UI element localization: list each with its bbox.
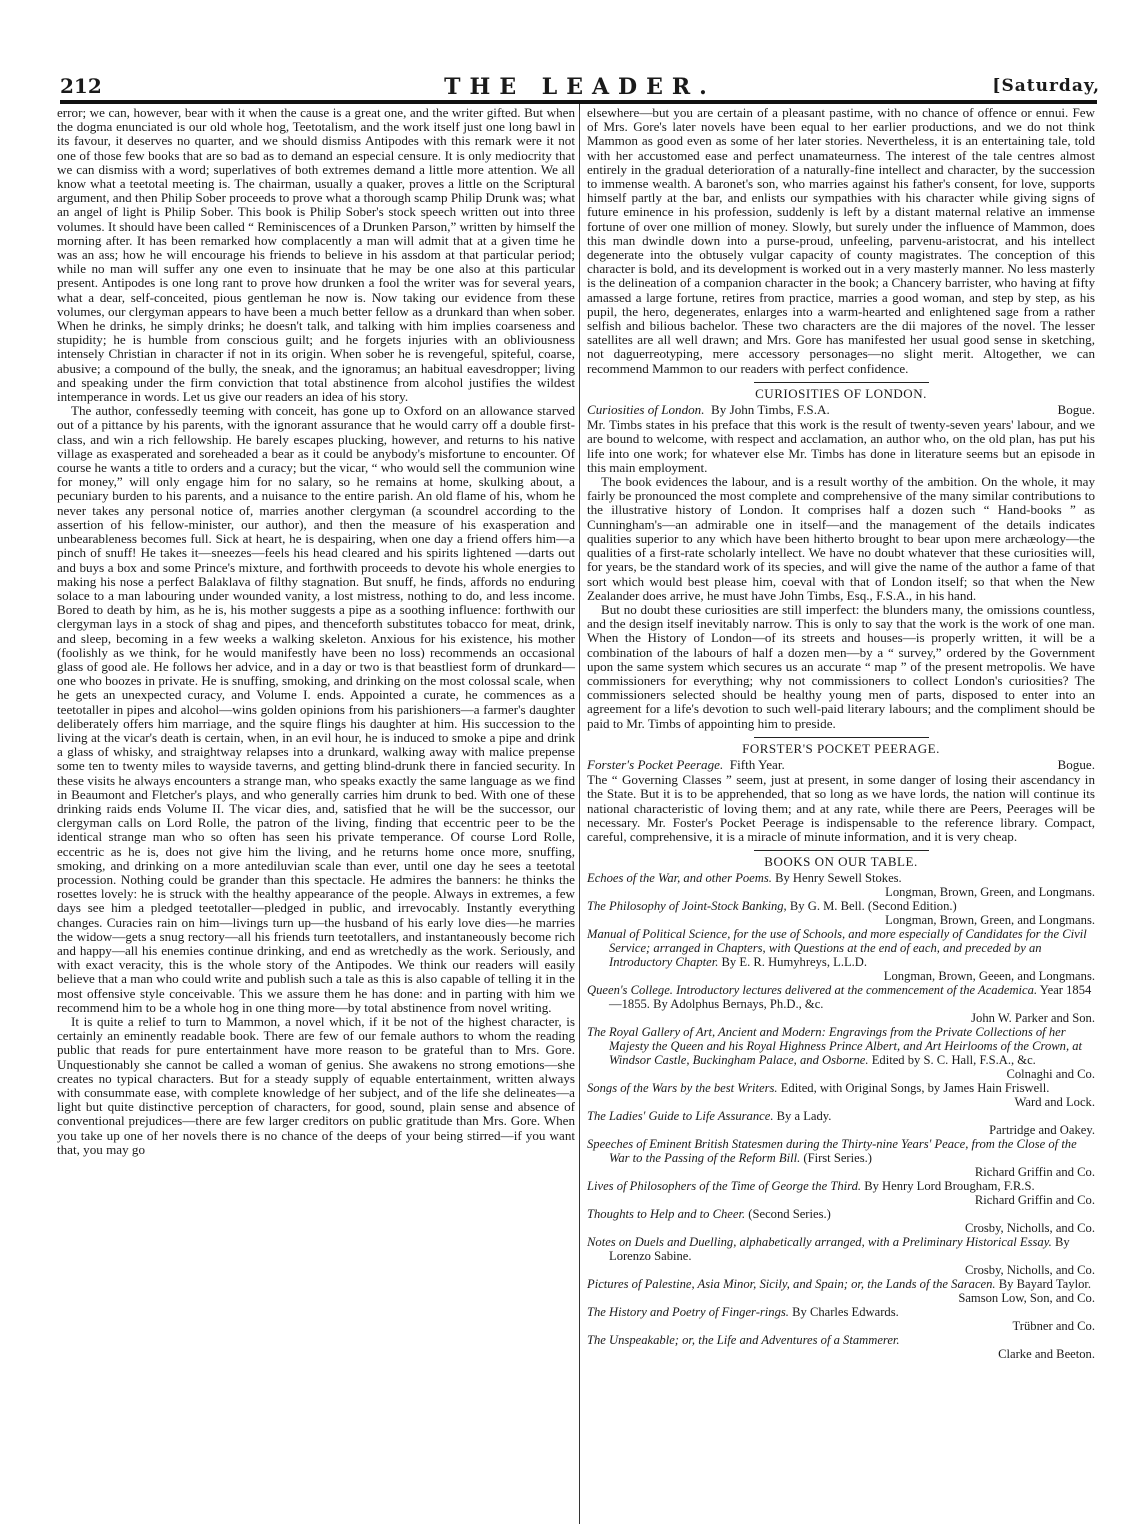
book-entry bbox=[587, 1109, 1095, 1137]
book-entry bbox=[587, 927, 1095, 983]
book-entry bbox=[587, 1305, 1095, 1333]
book-detail: By Henry Sewell Stokes. bbox=[775, 871, 902, 886]
books-list bbox=[587, 871, 1095, 1361]
book-detail: By Bayard Taylor. bbox=[998, 1277, 1092, 1292]
book-publisher: John W. Parker and Son. bbox=[971, 1011, 1095, 1026]
book-detail: By G. M. Bell. (Second Edition.) bbox=[789, 899, 957, 914]
book-title: Songs of the Wars by the best Writers. bbox=[587, 1081, 778, 1096]
book-detail: Edited by S. C. Hall, F.S.A., &c. bbox=[871, 1053, 1036, 1068]
book-detail: By E. R. Humyhreys, L.L.D. bbox=[721, 955, 868, 970]
book-publisher: Partridge and Oakey. bbox=[989, 1123, 1095, 1138]
citation-author: Fifth Year. bbox=[729, 756, 785, 772]
section-divider bbox=[754, 382, 929, 383]
citation-publisher: Bogue. bbox=[1057, 756, 1095, 772]
section-divider bbox=[754, 850, 929, 851]
book-publisher: Samson Low, Son, and Co. bbox=[958, 1291, 1095, 1306]
book-publisher: Richard Griffin and Co. bbox=[974, 1193, 1095, 1208]
book-entry bbox=[587, 1333, 1095, 1361]
book-entry bbox=[587, 1179, 1095, 1207]
masthead-title: THE LEADER. bbox=[444, 74, 716, 100]
book-publisher: Longman, Brown, Geeen, and Longmans. bbox=[883, 969, 1095, 984]
review-paragraph: The book evidences the labour, and is a result worthy of the ambition. On the whole, it may fairly be pronounced the most complete and comprehensive of the many similar contributions to the illustrative history of London. It comprises half a dozen such “ Hand-books ” as Cunningham's—an admirable one in itself—and the management of the details indicates qualities superior to any which have been hitherto brought to bear upon mere archæology—the qualities of a first-rate scholarly intellect. We have no doubt whatever that these curiosities will, for years, be the standard work of its species, and will give the name of the author a fame of that sort which would best please him, coeval with that of London itself; so that when the New Zealander does arrive, he must have John Timbs, Esq., F.S.A., in his hand. bbox=[587, 474, 1095, 603]
right-column bbox=[587, 106, 1095, 1361]
citation-title: Forster's Pocket Peerage. bbox=[587, 756, 724, 772]
book-detail: (First Series.) bbox=[803, 1151, 872, 1166]
left-column bbox=[57, 106, 575, 1157]
book-entry bbox=[587, 899, 1095, 927]
review-paragraph: The “ Governing Classes ” seem, just at present, in some danger of losing their ascendancy in the State. But it is to be apprehended, that so long as we have lords, the nation will continue its national characteristic of loving them; and at any rate, while there are Peers, Peerages will be necessary. Mr. Foster's Pocket Peerage is indispensable to the reference library. Compact, careful, comprehensive, it is a miracle of minute information, and it is very cheap. bbox=[587, 772, 1095, 844]
book-publisher: Clarke and Beeton. bbox=[998, 1347, 1095, 1362]
book-entry bbox=[587, 871, 1095, 899]
review-paragraph: But no doubt these curiosities are still imperfect: the blunders many, the omissions countless, and the design itself inevitably narrow. This is only to say that the work is the work of one man. When the History of London—of its streets and houses—is properly written, it will be a combination of the labours of half a dozen men—by a “ survey,” ordered by the Government upon the same system which secures us an accurate “ map ” of the present metropolis. We have commissioners for everything; why not commissioners to collect London's curiosities? The commissioners selected should be healthy young men of parts, disposed to enter into an agreement for a life's devotion to such well-paid literary labours; and the compliment should be paid to Mr. Timbs of appointing him to preside. bbox=[587, 601, 1095, 731]
citation-publisher: Bogue. bbox=[1057, 402, 1095, 418]
book-title: The Philosophy of Joint-Stock Banking, bbox=[587, 899, 787, 914]
book-entry bbox=[587, 1207, 1095, 1235]
book-publisher: Richard Griffin and Co. bbox=[974, 1165, 1095, 1180]
book-entry bbox=[587, 1025, 1095, 1081]
book-detail: (Second Series.) bbox=[748, 1207, 831, 1222]
page-header bbox=[60, 74, 1100, 98]
article-paragraph: It is quite a relief to turn to Mammon, a novel which, if it be not of the highest character, is certainly an eminently readable book. There are few of our female authors to whom the reading public that reads for pure entertainment have more reason to be grateful than to Mrs. Gore. Unquestionably she cannot be called a woman of genius. She awakens no strong emotions—she creates no typical characters. But for a steady supply of equable entertainment, written always with consummate ease, with complete knowledge of her subject, and of the life she delineates—a light but quite distinctive perception of characters, for good, sound, plain sense and absence of conventional prejudices—there are few larger creditors on public gratitude than Mrs. Gore. When you take up one of her novels there is no chance of the deeps of your being stirred—if you want that, you may go bbox=[57, 1014, 575, 1157]
book-entry bbox=[587, 1081, 1095, 1109]
book-detail: Year 1854—1855. By Adolphus Bernays, Ph.D., &c. bbox=[609, 983, 1092, 1012]
article-paragraph: error; we can, however, bear with it when the cause is a great one, and the writer gifted. But when the dogma enunciated is our old whole hog, Teetotalism, and the work itself just one long bawl in its favour, it deserves no quarter, and we should dismiss Antipodes with this remark were it not one of those few books that are so bad as to demand an especial censure. It is only mediocrity that we can dismiss with a word; superlatives of both extremes demand a little more attention. We all know what a teetotal meeting is. The chairman, usually a quaker, proves a little on the Scriptural argument, and then Philip Sober proceeds to prove what a thorough scamp Philip Drunk was; what an angel of light is Philip Sober. This book is Philip Sober's stock speech written out into three volumes. It should have been called “ Reminiscences of a Drunken Parson,” written by himself the morning after. It has been remarked how complacently a man will admit that at a given time he was an ass; how he will encourage his friends to believe in his assdom at that particular period; while no man will suffer any one even to insinuate that he may be one also at this particular present. Antipodes is one long rant to prove how drunken a fool the writer was for several years, what a dear, self-conceited, pious gentleman he now is. Now taking our evidence from these volumes, our clergyman appears to have been a much better fellow as a drunkard than when sober. When he drinks, he simply drinks; he doesn't talk, and talking with him implies coarseness and stupidity; he is humble from conscious guilt; and he forgets injuries with an obliviousness intensely Christian in character if not in its origin. When sober he is revengeful, spiteful, coarse, abusive; a compound of the bully, the sneak, and the ignoramus; an habitual eavesdropper; living and speaking under the firm conviction that total abstinence from alcohol justifies the wildest intemperance in words. Let us give our readers an idea of his story. bbox=[57, 105, 575, 405]
book-title: Echoes of the War, and other Poems. bbox=[587, 871, 772, 886]
book-title: Pictures of Palestine, Asia Minor, Sicily, and Spain; or, the Lands of the Saracen. bbox=[587, 1277, 996, 1292]
book-title: The History and Poetry of Finger-rings. bbox=[587, 1305, 789, 1320]
book-publisher: Ward and Lock. bbox=[1014, 1095, 1095, 1110]
book-detail: By Henry Lord Brougham, F.R.S. bbox=[864, 1179, 1035, 1194]
book-publisher: Longman, Brown, Green, and Longmans. bbox=[885, 913, 1095, 928]
page-number: 212 bbox=[60, 74, 102, 98]
book-detail: By Lorenzo Sabine. bbox=[609, 1235, 1070, 1264]
dateline: [Saturday, bbox=[992, 76, 1100, 96]
book-title: Notes on Duels and Duelling, alphabetically arranged, with a Preliminary Historical Essay. bbox=[587, 1235, 1052, 1250]
book-title: The Royal Gallery of Art, Ancient and Modern: Engravings from the Private Collections of her Majesty the Queen and his Royal Highness Prince Albert, and Art Heirlooms of the Crown, at Windsor Castle, Buckingham Palace, and Osborne. bbox=[587, 1025, 1083, 1068]
book-publisher: Trübner and Co. bbox=[1012, 1319, 1095, 1334]
book-detail: Edited, with Original Songs, by James Hain Friswell. bbox=[780, 1081, 1050, 1096]
citation-title: Curiosities of London. bbox=[587, 402, 705, 418]
section-title-curiosities: CURIOSITIES OF LONDON. bbox=[755, 385, 927, 401]
column-divider bbox=[579, 104, 580, 1524]
book-publisher: Crosby, Nicholls, and Co. bbox=[964, 1221, 1095, 1236]
book-entry bbox=[587, 1235, 1095, 1277]
review-paragraph: Mr. Timbs states in his preface that this work is the result of twenty-seven years' labour, and we are bound to welcome, with respect and acclamation, an author who, on the old plan, has put his life into one work; for whatever else Mr. Timbs has done in literature seems but an episode in this main employment. bbox=[587, 417, 1095, 475]
book-title: Manual of Political Science, for the use of Schools, and more especially of Candidates for the Civil Service; arranged in Chapters, with Questions at the end of each, and preceded by an Introductory Chapter. bbox=[587, 927, 1087, 970]
book-publisher: Colnaghi and Co. bbox=[1006, 1067, 1095, 1082]
book-detail: By a Lady. bbox=[776, 1109, 832, 1124]
book-title: The Ladies' Guide to Life Assurance. bbox=[587, 1109, 774, 1124]
section-title-books: BOOKS ON OUR TABLE. bbox=[764, 854, 918, 870]
book-title: Queen's College. Introductory lectures delivered at the commencement of the Academica. bbox=[587, 983, 1038, 998]
book-title: Thoughts to Help and to Cheer. bbox=[587, 1207, 746, 1222]
book-entry bbox=[587, 983, 1095, 1025]
book-detail: By Charles Edwards. bbox=[792, 1305, 899, 1320]
book-publisher: Longman, Brown, Green, and Longmans. bbox=[885, 885, 1095, 900]
book-publisher: Crosby, Nicholls, and Co. bbox=[964, 1263, 1095, 1278]
mammon-review-continued: elsewhere—but you are certain of a pleasant pastime, with no chance of offence or ennui. Few of Mrs. Gore's later novels have been equal to her earlier productions, and we do not think Mammon as good even as some of her later stories. Nevertheless, it is an entertaining tale, told with her accustomed ease and perfect unamateurness. The interest of the tale centres almost entirely in the gradual deterioration of a naturally-fine intellect and character, by the succession to immense wealth. A baronet's son, who marries against his father's consent, for love, supports himself partly at the bar, and enlists our sympathies with his character while giving signs of future eminence in his profession, suddenly is left by a distant maternal relative an immense fortune of over one million of money. Slowly, but surely under the influence of Mammon, does this man dwindle down into a purse-proud, unfeeling, parvenu-aristocrat, and his intellect degenerate into the obtusely vulgar capacity of county magistrates. The conception of this character is bold, and its development is worked out in a very masterly manner. No less masterly is the delineation of a companion character in the book; a Chancery barrister, who having at fifty amassed a large fortune, retires from practice, marries a good woman, and step by step, as his pupil, the hero, degenerates, enlarges into a warm-hearted and enlightened sage from a rather selfish and bilious bachelor. These two characters are the dii majores of the novel. The lesser satellites are all well drawn; and Mrs. Gore has manifested her usual good sense in sketching, not daguerreotyping, mere accessory personages—no slight merit. Altogether, we can recommend Mammon to our readers with perfect confidence. bbox=[587, 105, 1095, 376]
citation-author: By John Timbs, F.S.A. bbox=[711, 402, 830, 418]
book-entry bbox=[587, 1277, 1095, 1305]
book-citation bbox=[587, 758, 1095, 772]
section-divider bbox=[754, 737, 929, 738]
article-paragraph: The author, confessedly teeming with conceit, has gone up to Oxford on an allowance starved out of a pittance by his parents, with the ignorant assurance that he would carry off a double first-class, and win a rich fellowship. He barely escapes plucking, however, and returns to his native village as exasperated and soreheaded a bear as it could be anybody's misfortune to encounter. Of course he wants a title to orders and a curacy; but the vicar, “ who would sell the communion wine for money,” will only engage him for no salary, so he remains at home, skulking about, a pecuniary burden to his parents, and a nuisance to the entire parish. An old flame of his, whom he never takes any personal notice of, marries another clergyman (a scoundrel according to the assertion of his fellow-minister, our author), and then the measure of his exasperation and unbearableness becomes full. Sick at heart, he is despairing, when one day a friend offers him—a pinch of snuff! He takes it—sneezes—feels his head cleared and his spirits lightened —darts out and buys a box and some Prince's mixture, and forthwith proceeds to devote his whole energies to making his nose a perfect Balaklava of filthy stagnation. But snuff, he finds, affords no enduring solace to a man labouring under wounded vanity, a lost mistress, nothing to do, and less income. Bored to death by him, as he is, his mother suggests a pipe as a soothing influence: forthwith our clergyman lays in a stock of shag and pipes, and thenceforth substitutes tobacco for meat, drink, and sleep, becoming in a few weeks a walking skeleton. Anxious for his existence, his mother (foolishly as we think, for he would manifestly have been no loss) recommends an occasional glass of good ale. He follows her advice, and in a day or two is that beastliest form of drunkard—one who boozes in private. He is snuffing, smoking, and drinking on the most colossal scale, when he gets an unexpected curacy, and Volume I. ends. Appointed a curate, he commences as a teetotaller in pipes and alcohol—wins golden opinions from his parishioners—a farmer's daughter deliberately offers him marriage, and the squire flings his daughter at him. His succession to the living at the vicar's death is certain, when, in an evil hour, he is induced to smoke a pipe and drink a glass of whisky, and straightway relapses into a drunkard, walking away with malice prepense some ten to twenty miles to wayside taverns, and getting blind-drunk there in fancied security. In these visits he always encounters a strange man, who speaks exactly the same language as we find in Beaumont and Fletcher's plays, and who generally carries him drunk to bed. With one of these drinking raids ends Volume II. The vicar dies, and, satisfied that he will be the successor, our clergyman calls on Lord Rolle, the patron of the living, finding that eccentric peer to be the identical strange man who so often has seen his private temperance. Of course Lord Rolle, eccentric as he is, does not give him the living, and he returns home once more, snuffing, smoking, and drinking on a more antediluvian scale than ever, until one day he sees a teetotal procession. Nothing could be grander than this spectacle. He admires the banners: he thinks the rosettes lovely: he is struck with the healthy appearance of the people. Always in extremes, a few days see him a pledged teetotaller—pledged in public, and irrevocably. Instantly everything changes. Curacies rain on him—livings turn up—the husband of his early love dies—he marries the widow—gets a snug rectory—all his friends turn teetotallers, and instantaneously become rich and happy—all his enemies continue drinking, and end as wretchedly as the work. Seriously, and with exact veracity, this is the whole story of the Antipodes. We think our readers will easily believe that a man who could write and publish such a tale as this is also capable of telling it in the most offensive style conceivable. This we assure them he has done: and in parting with him we recommend him to be a whole hog in one thing more—by total abstinence from novel writing. bbox=[57, 403, 575, 1015]
book-title: Lives of Philosophers of the Time of George the Third. bbox=[587, 1179, 862, 1194]
book-citation bbox=[587, 403, 1095, 417]
section-title-peerage: FORSTER'S POCKET PEERAGE. bbox=[742, 740, 940, 756]
book-entry bbox=[587, 1137, 1095, 1179]
book-title: Speeches of Eminent British Statesmen during the Thirty-nine Years' Peace, from the Close of the War to the Passing of the Reform Bill. bbox=[587, 1137, 1077, 1166]
book-title: The Unspeakable; or, the Life and Adventures of a Stammerer. bbox=[587, 1333, 900, 1348]
